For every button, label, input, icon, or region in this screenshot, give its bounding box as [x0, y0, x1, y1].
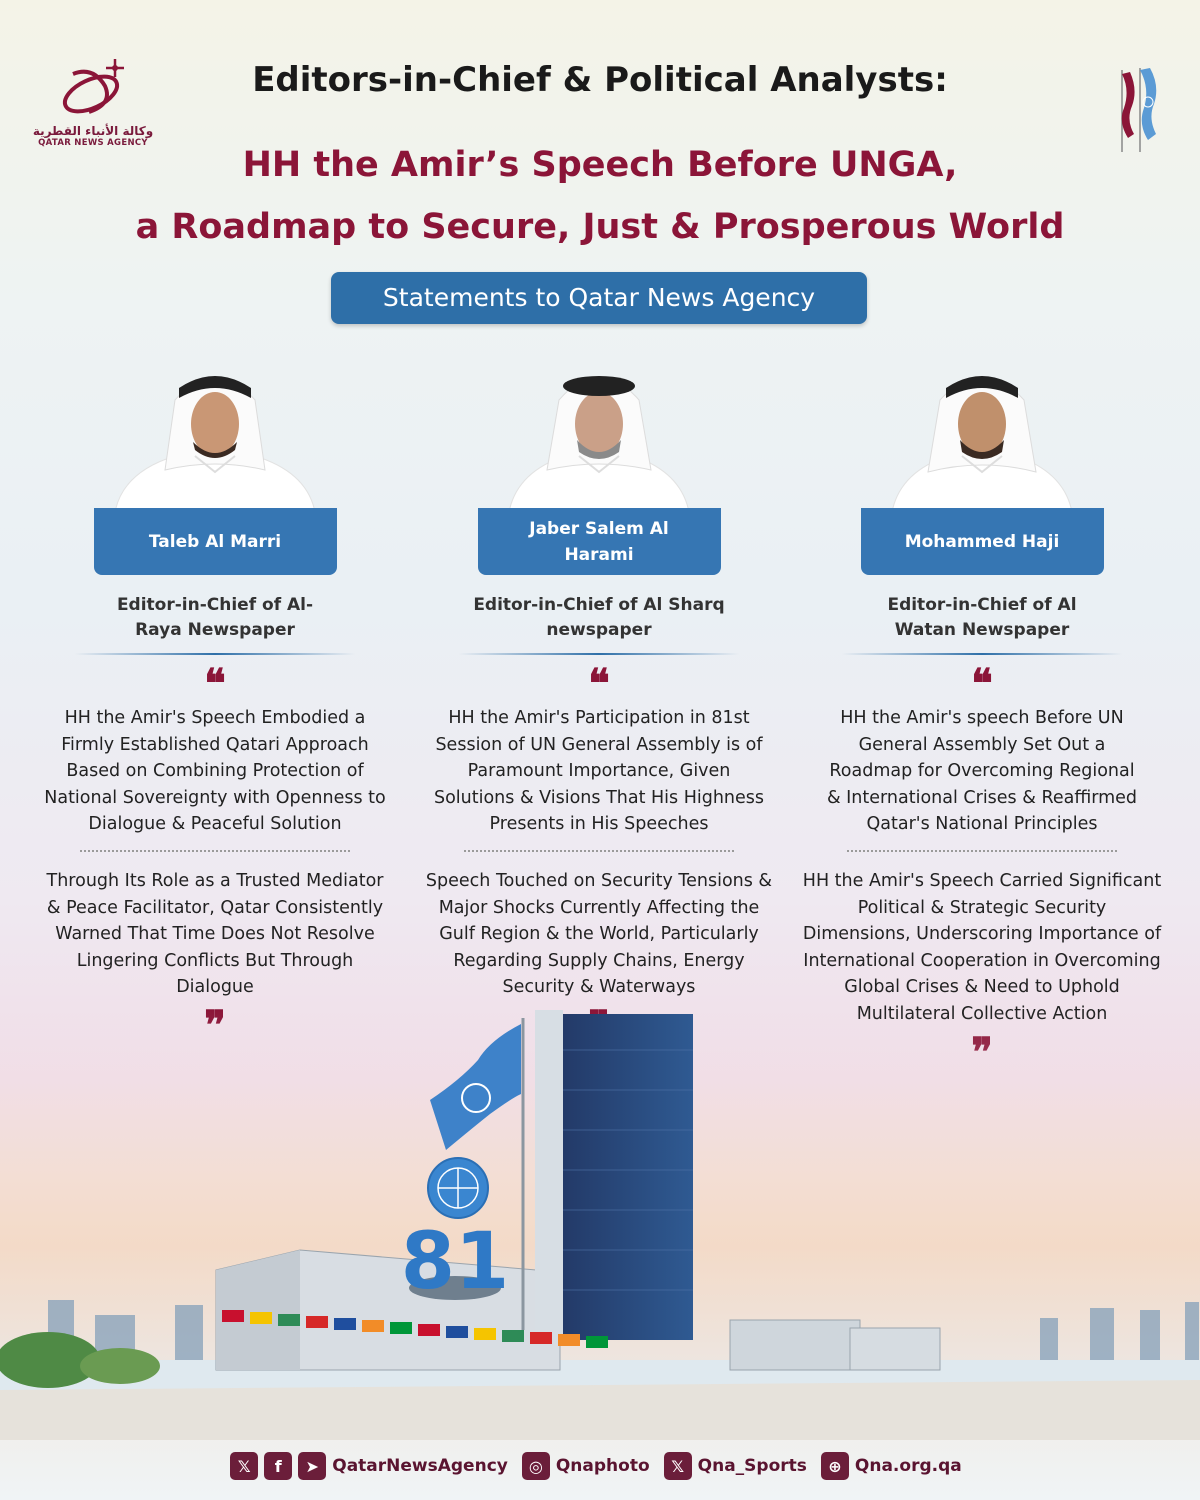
handle-sports-link[interactable]: Qna_Sports: [697, 1456, 807, 1476]
logo-english-text: QATAR NEWS AGENCY: [38, 138, 148, 148]
person-name: Jaber Salem Al Harami: [529, 518, 669, 565]
logo-arabic-text: وكالة الأنباء القطرية: [32, 124, 154, 138]
session-number: 81: [400, 1217, 510, 1307]
divider: [459, 653, 739, 655]
person-column-1: [35, 360, 395, 1041]
person-role: Editor-in-Chief of Al-Raya Newspaper: [116, 595, 314, 640]
dotted-divider: [847, 850, 1117, 852]
dotted-divider: [464, 850, 734, 852]
person-column-2: [419, 360, 779, 1041]
telegram-icon[interactable]: ➤: [298, 1452, 326, 1480]
subtitle-line-1: HH the Amir’s Speech Before UNGA,: [242, 145, 958, 185]
person-name-box: [94, 508, 337, 575]
statements-banner: Statements to Qatar News Agency: [331, 272, 867, 324]
divider: [842, 653, 1122, 655]
instagram-icon[interactable]: ◎: [522, 1452, 550, 1480]
social-footer: [0, 1440, 1200, 1492]
un-headquarters-illustration: [0, 1010, 1200, 1440]
statement-1: HH the Amir's speech Before UN General Assembly Set Out a Roadmap for Overcoming Regional & International Crises & Reaffirmed Qatar's National Principles: [826, 708, 1138, 835]
quote-open-icon: ❝: [588, 660, 610, 707]
person-name-box: [861, 508, 1104, 575]
person-name-box: [478, 508, 721, 575]
statement-2: HH the Amir's Speech Carried Significant Political & Strategic Security Dimensions, Underscoring Importance of International Cooperation in Overcoming Global Crises & Need to Uphold: [802, 870, 1162, 998]
handle-main-link[interactable]: QatarNewsAgency: [332, 1456, 508, 1476]
handle-photo-link[interactable]: Qnaphoto: [555, 1456, 650, 1476]
page-subtitle: [40, 134, 1160, 258]
person-role: Editor-in-Chief of Al Watan Newspaper: [887, 595, 1077, 640]
dotted-divider: [80, 850, 350, 852]
page-title: Editors-in-Chief & Political Analysts:: [252, 60, 948, 100]
globe-icon[interactable]: ⊕: [821, 1452, 849, 1480]
facebook-icon[interactable]: f: [264, 1452, 292, 1480]
statement-1: HH the Amir's Speech Embodied a Firmly Established Qatari Approach Based on Combining Protection of National Sovereignty with Openness to Dialogue & Peaceful Solution: [44, 708, 386, 835]
x-sports-icon[interactable]: 𝕏: [664, 1452, 692, 1480]
person-column-3: [802, 360, 1162, 1068]
person-role: Editor-in-Chief of Al Sharq newspaper: [473, 595, 725, 640]
divider: [75, 653, 355, 655]
quote-open-icon: ❝: [971, 660, 993, 707]
qna-emblem-icon: [53, 56, 133, 122]
person-name: Taleb Al Marri: [148, 531, 282, 552]
person-photo: [489, 360, 709, 512]
statement-1: HH the Amir's Participation in 81st Session of UN General Assembly is of Paramount Importance, Given Solutions & Visions That His Highness Presents in His Speeches: [433, 708, 765, 835]
person-name: Mohammed Haji: [904, 531, 1060, 552]
x-icon[interactable]: 𝕏: [230, 1452, 258, 1480]
person-photo: [105, 360, 325, 512]
statement-2: Through Its Role as a Trusted Mediator & Peace Facilitator, Qatar Consistently Warned That Time Does Not Resolve Lingering Conflicts But Through Dialogue: [46, 870, 384, 998]
website-link[interactable]: Qna.org.qa: [854, 1456, 962, 1476]
person-photo: [872, 360, 1092, 512]
subtitle-line-2: a Roadmap to Secure, Just & Prosperous World: [135, 207, 1065, 247]
quote-open-icon: ❝: [204, 660, 226, 707]
statement-2: Speech Touched on Security Tensions & Major Shocks Currently Affecting the Gulf Region & the World, Particularly Regarding Supply Chains, Energy Security & Waterways: [425, 870, 773, 998]
